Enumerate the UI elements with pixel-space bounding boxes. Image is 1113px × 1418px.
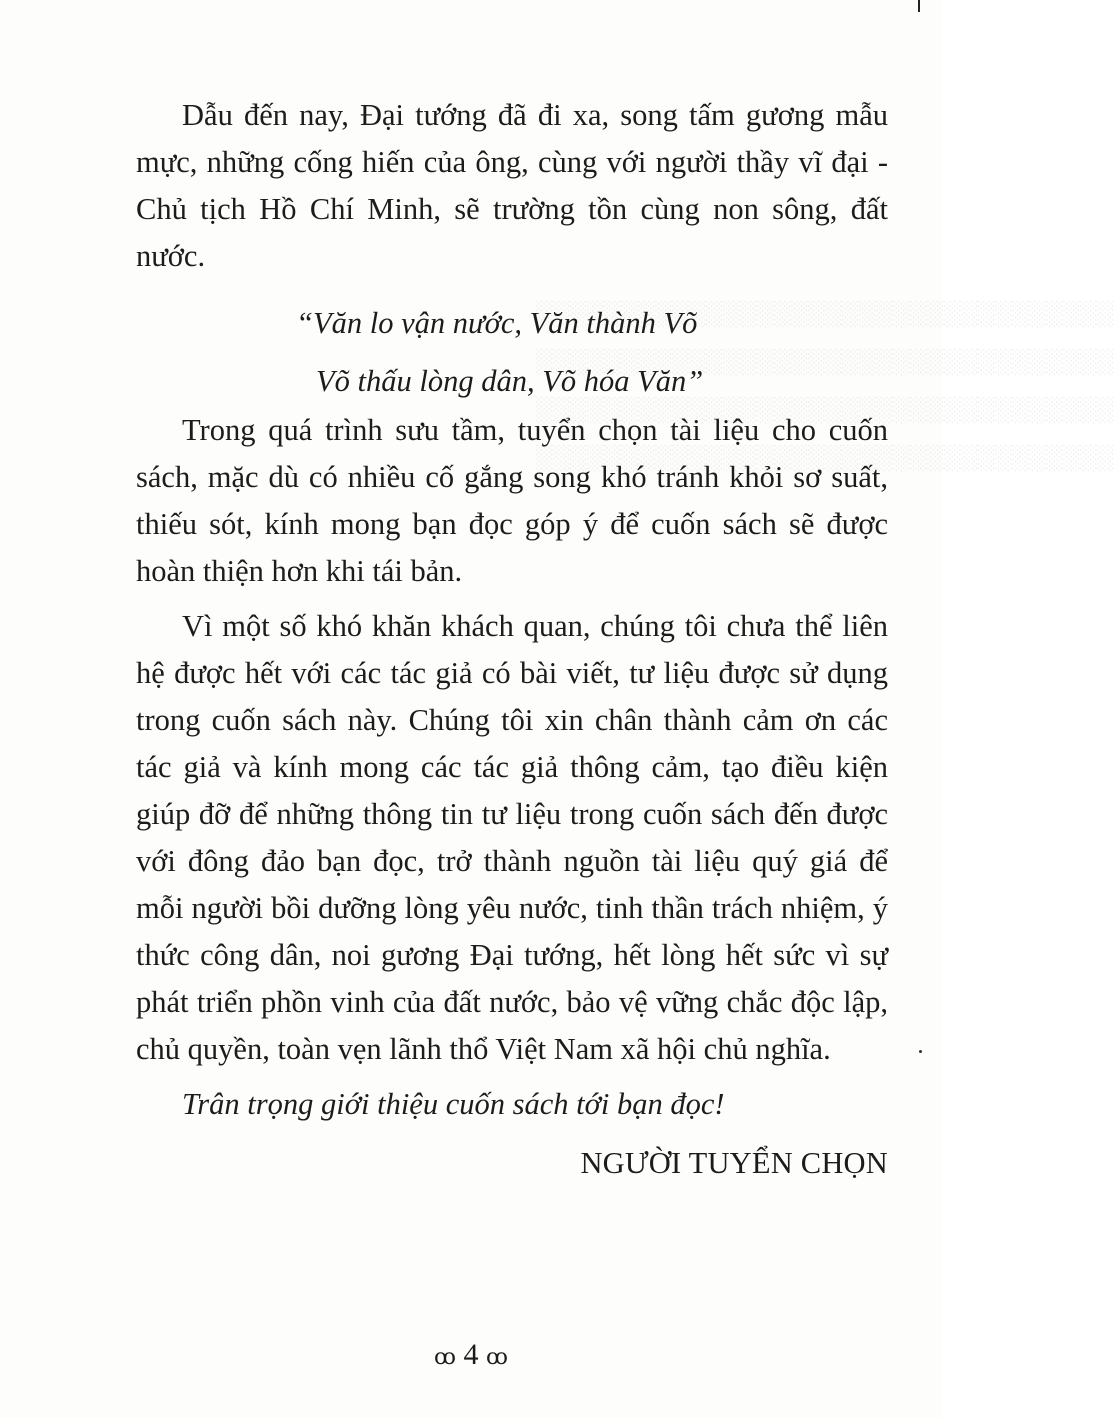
signature: NGƯỜI TUYỂN CHỌN — [580, 1146, 888, 1180]
acknowledgement-paragraph: Vì một số khó khăn khách quan, chúng tôi chưa thể liên hệ được hết với các tác giả có bài viết, tư liệu được sử dụng trong cuốn sách này. Chúng tôi xin chân thành cảm ơn các tác giả và kính mong các tác giả thông cảm, tạo điều kiện giúp đỡ để những thông tin tư liệu trong cuốn sách đến được với đông đảo bạn đọc, trở thành nguồn tài liệu quý giá để mỗi người bồi dưỡng lòng yêu nước, tinh thần trách nhiệm, ý thức công dân, noi gương Đại tướng, hết lòng hết sức vì sự phát triển phồn vinh của đất nước, bảo vệ vững chắc độc lập, chủ quyền, toàn vẹn lãnh thổ Việt Nam xã hội chủ nghĩa. — [136, 609, 888, 1066]
ornament-right-icon: ꝏ — [486, 1344, 508, 1370]
page-number: 4 — [463, 1338, 479, 1371]
verse-line-1: “Văn lo vận nước, Văn thành Võ — [296, 306, 698, 340]
crop-mark — [918, 0, 920, 12]
print-speck — [919, 1050, 922, 1053]
intro-paragraph: Dẫu đến nay, Đại tướng đã đi xa, song tấm gương mẫu mực, những cống hiến của ông, cùng với người thầy vĩ đại - Chủ tịch Hồ Chí Minh, sẽ trường tồn cùng non sông, đất nước. — [136, 98, 888, 273]
verse-quote — [136, 300, 888, 405]
body-text — [136, 92, 888, 1187]
page-footer — [0, 1335, 942, 1377]
bleed-through-texture: ░░░░░░░░░░░░░░░░░░░░░░░░░░░░░░░░░░ ░░░░░░░░░░░░░░░░░░░░░░░░░░░░░░░░░░ ░░░░░░░░░░░░░░░░░░░░░░░░░░░░░░░░░░ ░░░░░░░░░░░░░░░░░░░░░░░░░░░░░░░░░░ — [535, 301, 1113, 471]
collection-paragraph: Trong quá trình sưu tầm, tuyển chọn tài liệu cho cuốn sách, mặc dù có nhiều cố gắng song khó tránh khỏi sơ suất, thiếu sót, kính mong bạn đọc góp ý để cuốn sách sẽ được hoàn thiện hơn khi tái bản. — [136, 413, 888, 588]
ornament-left-icon: ꝏ — [434, 1344, 456, 1370]
verse-line-2: Võ thấu lòng dân, Võ hóa Văn” — [316, 364, 704, 398]
closing-line: Trân trọng giới thiệu cuốn sách tới bạn đọc! — [182, 1087, 725, 1121]
